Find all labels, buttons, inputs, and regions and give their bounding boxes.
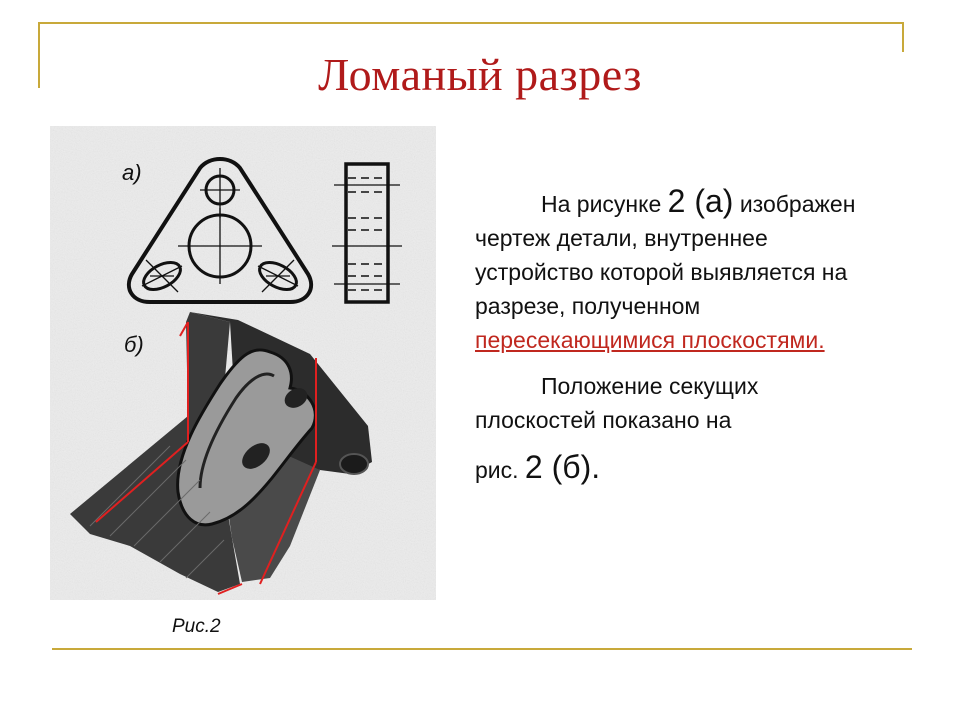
p1-body: изображен чертеж детали, внутреннее устройство которой выявляется на разрезе, полученном (475, 191, 856, 319)
figure-caption: Рис.2 (172, 616, 221, 637)
p1-figure-ref: 2 (а) (667, 183, 734, 219)
description-text (475, 184, 875, 490)
label-a: а) (122, 160, 142, 185)
p2-body: Положение секущих плоскостей показано на (475, 373, 759, 433)
frame-bottom-line (52, 648, 912, 650)
paragraph-2 (475, 369, 875, 437)
frame-top-line (38, 22, 904, 24)
intersecting-planes-link[interactable]: пересекающимися плоскостями. (475, 327, 825, 353)
p1-pre: На рисунке (541, 191, 668, 217)
p3-pre: рис. (475, 457, 525, 483)
paragraph-3 (475, 447, 875, 490)
technical-drawing-figure (50, 126, 436, 600)
paragraph-1 (475, 184, 875, 357)
slide-title: Ломаный разрез (318, 49, 642, 100)
p3-figure-ref: 2 (б). (524, 449, 601, 485)
label-b: б) (124, 332, 144, 357)
